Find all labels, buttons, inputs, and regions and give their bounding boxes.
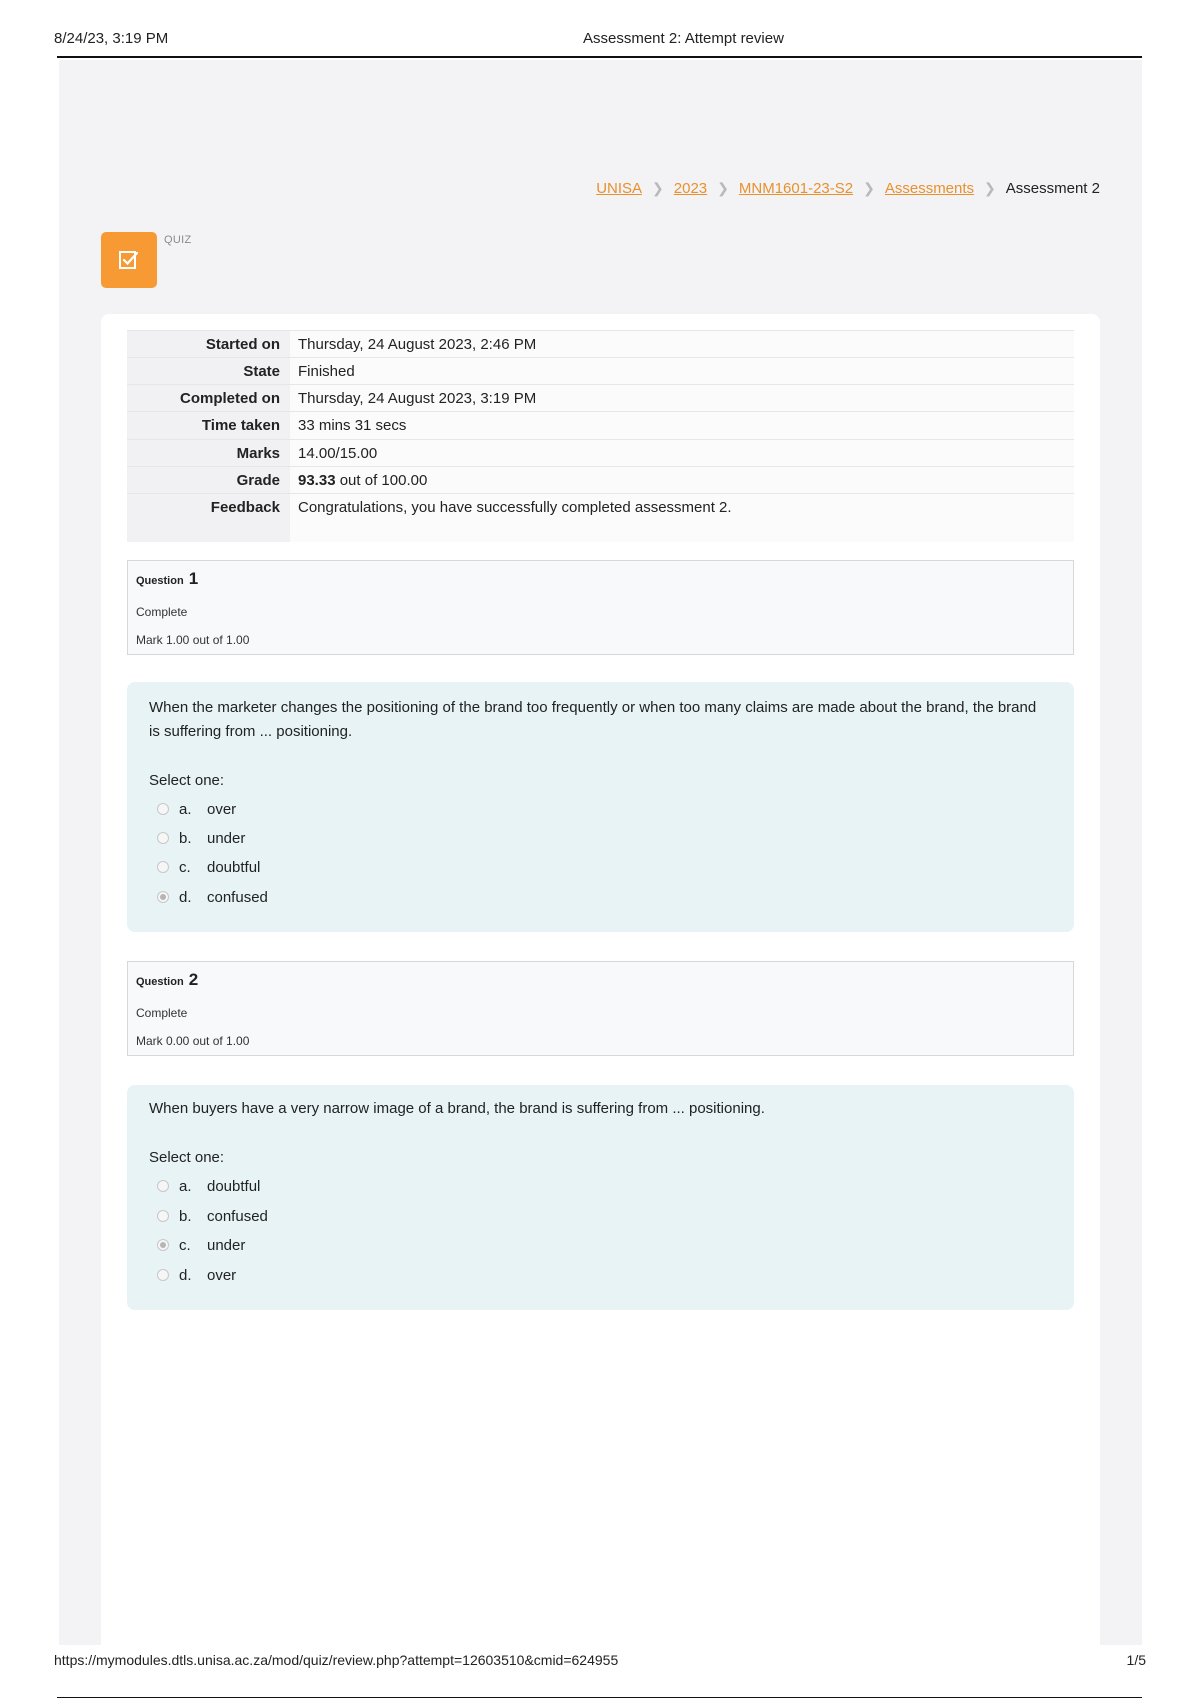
question-grade: Mark 0.00 out of 1.00 [136,1034,250,1048]
question-number-value: 2 [188,970,199,989]
page-number: 1/5 [1126,1652,1146,1668]
activity-type-label: QUIZ [164,234,192,246]
header-divider [57,56,1142,58]
chevron-right-icon: ❯ [717,180,729,196]
breadcrumb [596,180,1100,197]
question-text: When the marketer changes the positioning of the brand too frequently or when too many claims are made about the brand, the brand is suffering from ... positioning. [149,699,1037,740]
breadcrumb-course-link[interactable]: MNM1601-23-S2 [738,180,854,197]
summary-value: 33 mins 31 secs [298,417,407,434]
question-number [136,569,198,589]
summary-label: Completed on [180,390,280,407]
print-url: https://mymodules.dtls.unisa.ac.za/mod/quiz/review.php?attempt=12603510&cmid=624955 [54,1652,619,1668]
option-text: confused [207,888,268,906]
option-letter: c. [179,858,191,876]
radio-button[interactable] [157,1269,169,1281]
option-letter: d. [179,1266,192,1284]
print-title: Assessment 2: Attempt review [583,30,784,47]
question-content-2 [127,1085,1074,1310]
option-letter: d. [179,888,192,906]
option-letter: b. [179,829,192,847]
option-letter: c. [179,1236,191,1254]
chevron-right-icon: ❯ [652,180,664,196]
summary-label: Time taken [201,417,280,434]
option-text: doubtful [207,858,261,876]
option-letter: b. [179,1207,192,1225]
question-text: When buyers have a very narrow image of a brand, the brand is suffering from ... positioning. [149,1100,765,1117]
answer-option-b[interactable] [157,827,245,849]
summary-row-started [127,330,1074,358]
summary-value: 14.00/15.00 [298,445,378,462]
question-info-2 [127,961,1074,1056]
option-text: under [207,1236,246,1254]
radio-button[interactable] [157,1210,169,1222]
select-one-prompt: Select one: [149,1149,225,1166]
summary-label: Started on [205,336,280,353]
attempt-summary-table [127,330,1074,542]
question-state: Complete [136,605,188,619]
option-letter: a. [179,1177,192,1195]
summary-row-feedback [127,493,1074,521]
answer-option-d[interactable] [157,1264,236,1286]
summary-value [290,472,427,489]
breadcrumb-assessments-link[interactable]: Assessments [884,180,975,197]
summary-value: Thursday, 24 August 2023, 2:46 PM [298,336,537,353]
print-footer [0,1645,1200,1700]
summary-label: Feedback [210,499,280,516]
answer-option-d[interactable] [157,886,268,908]
summary-row-completed [127,384,1074,412]
breadcrumb-year-link[interactable]: 2023 [673,180,708,197]
footer-divider [57,1697,1142,1698]
question-number [136,970,198,990]
select-one-prompt: Select one: [149,772,225,789]
summary-row-state [127,357,1074,385]
question-state: Complete [136,1006,188,1020]
answer-option-a[interactable] [157,1175,260,1197]
option-text: doubtful [207,1177,261,1195]
radio-button[interactable] [157,1180,169,1192]
radio-button[interactable] [157,861,169,873]
summary-row-marks [127,439,1074,467]
question-info-1 [127,560,1074,655]
summary-value: Congratulations, you have successfully completed assessment 2. [298,499,732,516]
summary-value: Thursday, 24 August 2023, 3:19 PM [298,390,537,407]
option-text: over [207,800,237,818]
chevron-right-icon: ❯ [863,180,875,196]
summary-label: State [243,363,280,380]
question-prefix: Question [136,976,184,988]
question-content-1 [127,682,1074,932]
question-grade: Mark 1.00 out of 1.00 [136,633,250,647]
summary-value: Finished [298,363,355,380]
question-prefix: Question [136,575,184,587]
grade-score: 93.33 [298,472,336,489]
option-text: under [207,829,246,847]
print-datetime: 8/24/23, 3:19 PM [54,30,169,47]
option-letter: a. [179,800,192,818]
option-text: over [207,1266,237,1284]
grade-out-of: out of 100.00 [335,472,428,489]
option-text: confused [207,1207,268,1225]
summary-label: Marks [236,445,280,462]
breadcrumb-unisa-link[interactable]: UNISA [596,180,643,197]
answer-option-b[interactable] [157,1205,268,1227]
question-number-value: 1 [188,569,199,588]
radio-button[interactable] [157,832,169,844]
summary-row-time-taken [127,411,1074,439]
radio-button-selected[interactable] [157,1239,169,1251]
summary-row-grade [127,466,1074,494]
breadcrumb-current: Assessment 2 [1005,180,1100,197]
print-header [0,0,1200,60]
answer-option-c[interactable] [157,856,260,878]
answer-option-c[interactable] [157,1234,245,1256]
radio-button-selected[interactable] [157,891,169,903]
answer-option-a[interactable] [157,798,236,820]
quiz-check-icon [101,232,157,288]
radio-button[interactable] [157,803,169,815]
chevron-right-icon: ❯ [984,180,996,196]
summary-label: Grade [236,472,280,489]
